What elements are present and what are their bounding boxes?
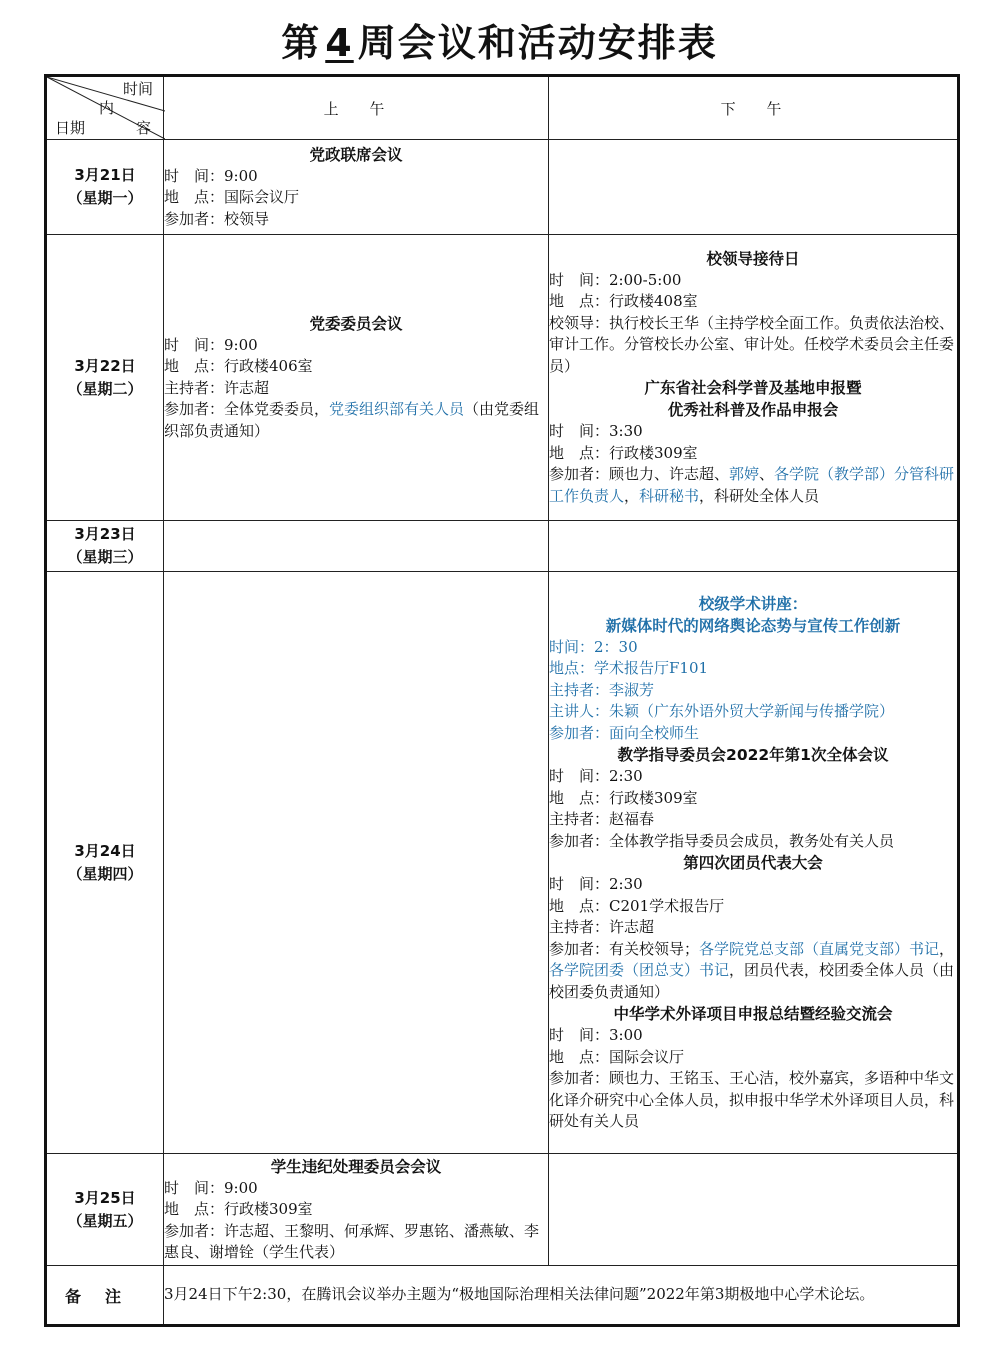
event-title: 党政联席会议 (309, 145, 403, 164)
diag-content-label-2: 容 (135, 119, 151, 137)
diag-content-label-1: 内 (99, 99, 115, 117)
diagonal-header-cell (46, 76, 164, 140)
event-title: 中华学术外译项目申报总结暨经验交流会 (613, 1005, 893, 1023)
row-tuesday (46, 235, 959, 521)
tuesday-afternoon: 校领导接待日 时 间：2:00-5:00 地 点：行政楼408室 校领导：执行校长王华（主持学校全面工作。负责依法治校、审计工作。分管校长办公室、审计处。任校学术委员会主任委员） 广东省社会科学普及基地申报暨 优秀社科普及作品申报会 时 间：3:30 地 点：行政楼309室 参加者：顾也力、许志超、郭婷、各学院（教学部）分管科研工作负责人，科研秘书，科研处全体人员 (549, 235, 959, 521)
row-notes (46, 1266, 959, 1326)
date-cell-friday: 3月25日 （星期五） (46, 1154, 164, 1266)
header-row (46, 76, 959, 140)
event-title: 新媒体时代的网络舆论态势与宣传工作创新 (605, 616, 901, 635)
event-title: 校级学术讲座： (698, 594, 808, 613)
row-thursday (46, 572, 959, 1154)
row-monday (46, 140, 959, 235)
row-friday (46, 1154, 959, 1266)
notes-label: 备注 (46, 1266, 164, 1326)
schedule-table (44, 74, 960, 1327)
notes-text: 3月24日下午2:30，在腾讯会议举办主题为“极地国际治理相关法律问题”2022年第3期极地中心学术论坛。 (164, 1266, 959, 1326)
date-cell-monday: 3月21日 （星期一） (46, 140, 164, 235)
afternoon-header: 下 午 (549, 76, 959, 140)
event-title: 教学指导委员会2022年第1次全体会议 (617, 746, 889, 764)
wednesday-morning (164, 521, 549, 572)
morning-header: 上 午 (164, 76, 549, 140)
diag-time-label: 时间 (122, 80, 153, 98)
event-title: 广东省社会科学普及基地申报暨 (644, 379, 862, 398)
date-cell-tuesday: 3月22日 （星期二） (46, 235, 164, 521)
monday-morning: 党政联席会议 时 间：9:00 地 点：国际会议厅 参加者：校领导 (164, 140, 549, 235)
date-cell-wednesday: 3月23日 （星期三） (46, 521, 164, 572)
friday-afternoon (549, 1154, 959, 1266)
event-title: 校领导接待日 (706, 249, 800, 268)
wednesday-afternoon (549, 521, 959, 572)
date-cell-thursday: 3月24日 （星期四） (46, 572, 164, 1154)
event-title: 党委委员会议 (309, 314, 403, 333)
row-wednesday (46, 521, 959, 572)
page-title: 第 4 周会议和活动安排表 (281, 21, 718, 65)
tuesday-morning: 党委委员会议 时 间：9:00 地 点：行政楼406室 主持者：许志超 参加者：全体党委委员，党委组织部有关人员（由党委组织部负责通知） (164, 235, 549, 521)
friday-morning: 学生违纪处理委员会会议 时 间：9:00 地 点：行政楼309室 参加者：许志超、王黎明、何承辉、罗惠铭、潘燕敏、李惠良、谢增铨（学生代表） (164, 1154, 549, 1266)
thursday-afternoon: 校级学术讲座： 新媒体时代的网络舆论态势与宣传工作创新 时间：2：30 地点：学术报告厅F101 主持者：李淑芳 主讲人：朱颖（广东外语外贸大学新闻与传播学院） 参加者：面向全校师生 教学指导委员会2022年第1次全体会议 时 间：2:30 地 点：行政楼309室 主持者：赵福春 参加者：全体教学指导委员会成员，教务处有关人员 第四次团员代表大会 时 间：2:30 地 点：C201学术报告厅 主持者：许志超 参加者：有关校领导；各学院党总支部（直属党支部）书记，各学院团委（团总支）书记，团员代表，校团委全体人员（由校团委负责通知） 中华学术外译项目申报总结暨经验交流会 时 间：3:00 地 点：国际会议厅 参加者：顾也力、王铭玉、王心洁，校外嘉宾，多语种中华文化译介研究中心全体人员，拟申报中华学术外译项目人员，科研处有关人员 (549, 572, 959, 1154)
monday-afternoon (549, 140, 959, 235)
event-title: 优秀社科普及作品申报会 (667, 401, 839, 420)
thursday-morning (164, 572, 549, 1154)
event-title: 学生违纪处理委员会会议 (270, 1157, 442, 1176)
event-title: 第四次团员代表大会 (683, 854, 823, 872)
diag-date-label: 日期 (55, 119, 86, 137)
